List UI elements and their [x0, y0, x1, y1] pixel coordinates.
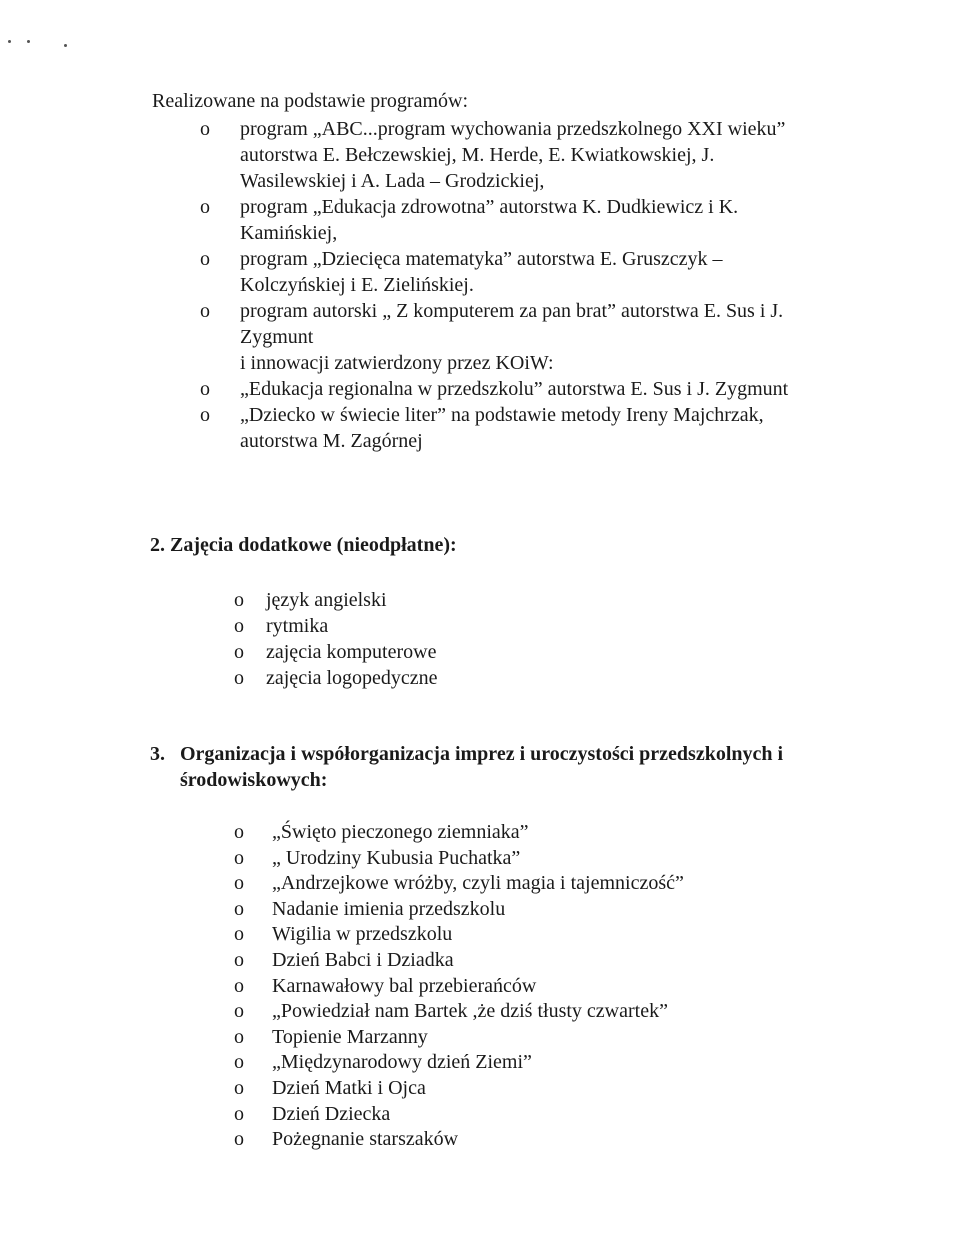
list-item [200, 246, 820, 298]
bullet-icon: o [234, 923, 244, 946]
list-item [234, 1025, 684, 1051]
list-item-text: Wigilia w przedszkolu [272, 923, 453, 946]
list-item [200, 402, 820, 454]
list-item [234, 871, 684, 897]
list-item [234, 639, 438, 665]
bullet-icon: o [234, 872, 244, 895]
list-item-text: Dzień Matki i Ojca [272, 1076, 426, 1099]
bullet-icon: o [234, 897, 244, 920]
innovations-intro-text: i innowacji zatwierdzony przez KOiW: [240, 352, 554, 374]
list-item [234, 820, 684, 846]
list-item-text: Nadanie imienia przedszkolu [272, 897, 506, 920]
list-item-text: zajęcia logopedyczne [266, 667, 438, 689]
section-2-number: 2. [150, 534, 165, 556]
bullet-icon: o [200, 404, 210, 426]
list-item [234, 948, 684, 974]
bullet-icon: o [234, 615, 244, 637]
list-item-text: „Międzynarodowy dzień Ziemi” [272, 1051, 532, 1074]
list-item [234, 922, 684, 948]
bullet-icon: o [200, 118, 210, 140]
list-item-text: Pożegnanie starszaków [272, 1128, 459, 1151]
bullet-icon: o [234, 846, 244, 869]
bullet-icon: o [200, 248, 210, 270]
bullet-icon: o [234, 821, 244, 843]
list-item [234, 897, 684, 923]
scan-speck [64, 44, 67, 47]
list-item-text: „Powiedział nam Bartek ,że dziś tłusty czwartek” [272, 1000, 668, 1023]
bullet-icon: o [234, 589, 244, 611]
bullet-icon: o [234, 667, 244, 689]
list-item-text: program „Dziecięca matematyka” autorstwa E. Gruszczyk – Kolczyńskiej i E. Zielińskiej. [240, 248, 723, 296]
list-item [234, 665, 438, 691]
section-2-title: Zajęcia dodatkowe (nieodpłatne): [170, 534, 457, 556]
scan-speck [8, 40, 11, 43]
bullet-icon: o [200, 300, 210, 322]
bullet-icon: o [234, 974, 244, 997]
events-list [234, 820, 684, 1153]
list-item [234, 1050, 684, 1076]
bullet-icon: o [234, 641, 244, 663]
bullet-icon: o [234, 1000, 244, 1023]
programs-intro: Realizowane na podstawie programów: [152, 90, 469, 112]
list-item-text: „Andrzejkowe wróżby, czyli magia i tajemniczość” [272, 872, 684, 895]
section-3-number: 3. [150, 743, 165, 765]
list-item-text: „ Urodziny Kubusia Puchatka” [272, 846, 521, 869]
extra-activities-list [234, 587, 438, 691]
bullet-icon: o [234, 1102, 244, 1125]
section-2-heading [150, 532, 457, 558]
innovations-intro [200, 350, 820, 376]
list-item [234, 999, 684, 1025]
bullet-icon: o [200, 196, 210, 218]
list-item-text: „Święto pieczonego ziemniaka” [272, 821, 529, 843]
list-item-text: Dzień Dziecka [272, 1102, 391, 1125]
list-item-text: program „ABC...program wychowania przedszkolnego XXI wieku” autorstwa E. Bełczewskiej, M. Herde, E. Kwiatkowskiej, J. Wasilewskiej i A. Lada – Grodzickiej, [240, 118, 786, 192]
list-item [200, 376, 820, 402]
bullet-icon: o [234, 1025, 244, 1048]
list-item [234, 846, 684, 872]
list-item-text: program autorski „ Z komputerem za pan brat” autorstwa E. Sus i J. Zygmunt [240, 300, 784, 348]
list-item-text: rytmika [266, 615, 329, 637]
list-item-text: program „Edukacja zdrowotna” autorstwa K. Dudkiewicz i K. Kamińskiej, [240, 196, 739, 244]
list-item [234, 974, 684, 1000]
list-item [234, 1102, 684, 1128]
list-item-text: „Edukacja regionalna w przedszkolu” autorstwa E. Sus i J. Zygmunt [240, 378, 789, 400]
list-item [234, 1127, 684, 1153]
list-item-text: język angielski [266, 589, 387, 611]
list-item-text: Dzień Babci i Dziadka [272, 948, 454, 971]
section-3-title: Organizacja i współorganizacja imprez i uroczystości przedszkolnych i środowiskowych: [180, 743, 784, 791]
list-item [234, 613, 438, 639]
scan-speck [27, 40, 30, 43]
list-item-text: Karnawałowy bal przebierańców [272, 974, 537, 997]
bullet-icon: o [234, 948, 244, 971]
list-item [200, 194, 820, 246]
list-item [234, 587, 438, 613]
bullet-icon: o [200, 378, 210, 400]
bullet-icon: o [234, 1051, 244, 1074]
list-item [234, 1076, 684, 1102]
bullet-icon: o [234, 1076, 244, 1099]
list-item-text: zajęcia komputerowe [266, 641, 437, 663]
list-item-text: „Dziecko w świecie liter” na podstawie metody Ireny Majchrzak, autorstwa M. Zagórnej [240, 404, 764, 452]
list-item [200, 298, 820, 350]
list-item-text: Topienie Marzanny [272, 1025, 428, 1048]
section-3-heading [150, 741, 850, 793]
programs-list [200, 116, 820, 454]
bullet-icon: o [234, 1128, 244, 1151]
list-item [200, 116, 820, 194]
